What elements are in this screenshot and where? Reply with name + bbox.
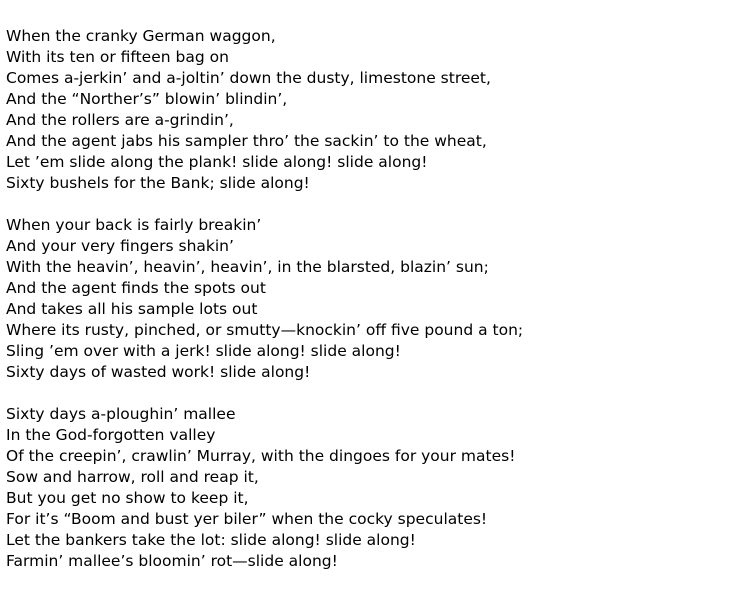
stanza-3: [6, 404, 746, 572]
poem-line: But you get no show to keep it,: [6, 489, 249, 507]
poem-line: In the God-forgotten valley: [6, 426, 216, 444]
poem-line: Of the creepin’, crawlin’ Murray, with the dingoes for your mates!: [6, 447, 516, 465]
poem-line: Sling ’em over with a jerk! slide along! slide along!: [6, 342, 401, 360]
stanza-2: [6, 215, 746, 383]
poem-line: And takes all his sample lots out: [6, 300, 258, 318]
stanza-1: [6, 26, 746, 194]
poem-line: Sow and harrow, roll and reap it,: [6, 468, 259, 486]
poem-line: And the rollers are a-grindin’,: [6, 111, 234, 129]
poem-line: With the heavin’, heavin’, heavin’, in the blarsted, blazin’ sun;: [6, 258, 489, 276]
poem-text: [6, 26, 746, 593]
poem-line: Farmin’ mallee’s bloomin’ rot—slide along!: [6, 552, 338, 570]
poem-line: For it’s “Boom and bust yer biler” when the cocky speculates!: [6, 510, 488, 528]
poem-line: Let the bankers take the lot: slide along! slide along!: [6, 531, 416, 549]
poem-line: Comes a-jerkin’ and a-joltin’ down the dusty, limestone street,: [6, 69, 491, 87]
poem-line: Sixty days of wasted work! slide along!: [6, 363, 311, 381]
poem-line: With its ten or fifteen bag on: [6, 48, 229, 66]
poem-line: And the “Norther’s” blowin’ blindin’,: [6, 90, 288, 108]
poem-line: And your very fingers shakin’: [6, 237, 234, 255]
poem-line: Let ’em slide along the plank! slide along! slide along!: [6, 153, 428, 171]
poem-line: Sixty bushels for the Bank; slide along!: [6, 174, 310, 192]
poem-line: Sixty days a-ploughin’ mallee: [6, 405, 236, 423]
poem-line: And the agent finds the spots out: [6, 279, 266, 297]
poem-line: Where its rusty, pinched, or smutty—knockin’ off five pound a ton;: [6, 321, 524, 339]
poem-line: And the agent jabs his sampler thro’ the sackin’ to the wheat,: [6, 132, 487, 150]
poem-line: When the cranky German waggon,: [6, 27, 276, 45]
poem-line: When your back is fairly breakin’: [6, 216, 262, 234]
